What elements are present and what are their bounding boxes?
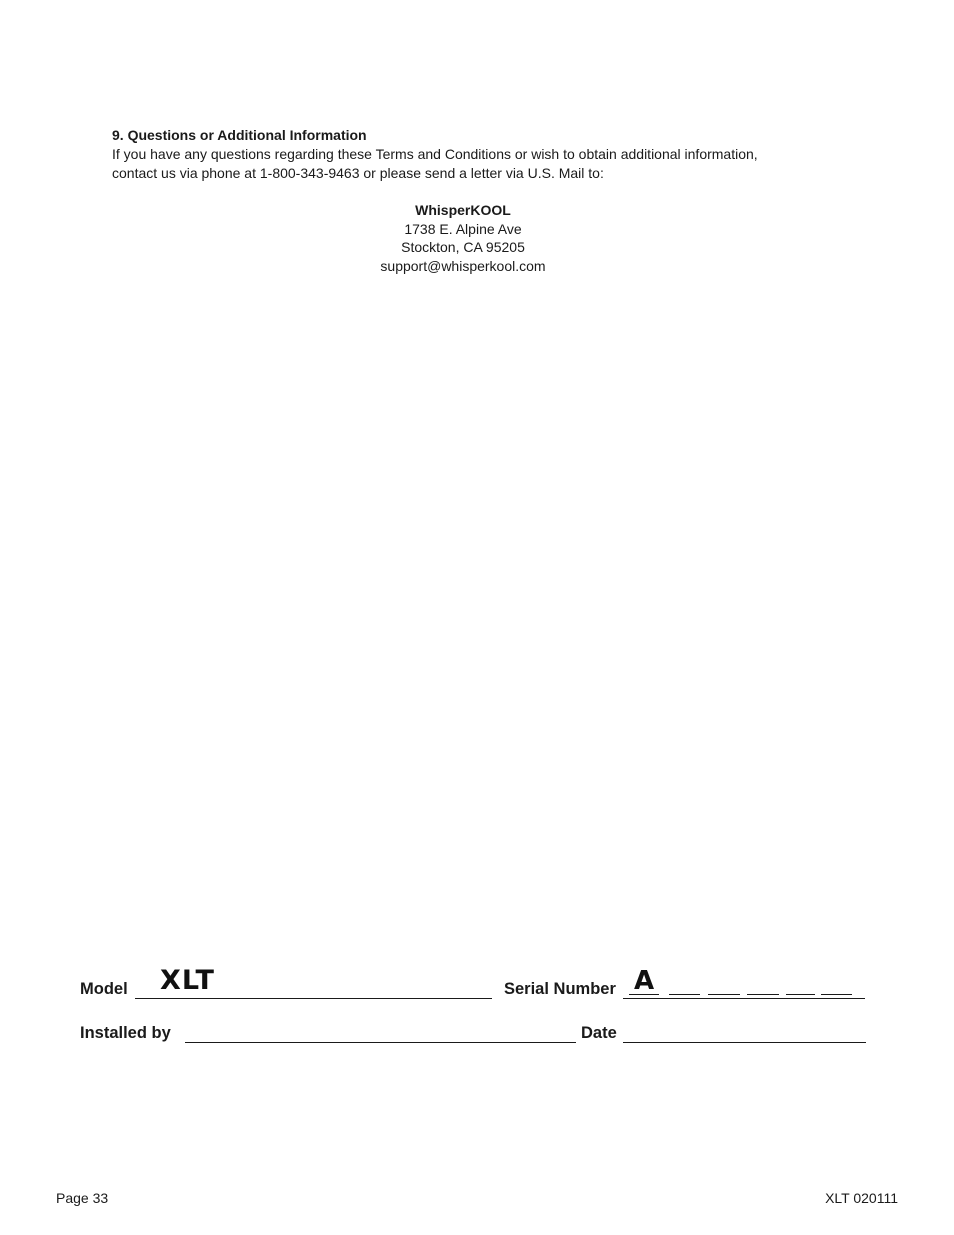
serial-number-label: Serial Number <box>504 980 616 998</box>
support-email: support@whisperkool.com <box>380 257 546 274</box>
section-heading: 9. Questions or Additional Information <box>112 127 367 143</box>
model-field-line[interactable] <box>135 998 492 999</box>
installed-by-label: Installed by <box>80 1024 171 1042</box>
section-text-line-1: If you have any questions regarding these Terms and Conditions or wish to obtain additional information, <box>112 146 758 162</box>
terms-section <box>112 126 832 183</box>
model-label: Model <box>80 980 128 998</box>
section-text-line-2: contact us via phone at 1-800-343-9463 or please send a letter via U.S. Mail to: <box>112 165 604 181</box>
page-number: Page 33 <box>56 1190 109 1206</box>
model-value: XLT <box>160 965 215 996</box>
serial-number-value: A <box>634 966 655 996</box>
street-address: 1738 E. Alpine Ave <box>404 220 522 237</box>
serial-digit-line-4 <box>747 994 779 995</box>
serial-number-field-line[interactable] <box>623 998 865 999</box>
document-code: XLT 020111 <box>825 1190 898 1206</box>
serial-digit-line-6 <box>821 994 852 995</box>
installed-by-field-line[interactable] <box>185 1042 576 1043</box>
serial-digit-line-3 <box>708 994 740 995</box>
mailing-address <box>313 201 613 275</box>
company-name: WhisperKOOL <box>415 202 511 218</box>
serial-digit-line-5 <box>786 994 815 995</box>
date-field-line[interactable] <box>623 1042 866 1043</box>
date-label: Date <box>581 1024 617 1042</box>
city-state-zip: Stockton, CA 95205 <box>401 239 525 255</box>
serial-digit-line-2 <box>669 994 700 995</box>
